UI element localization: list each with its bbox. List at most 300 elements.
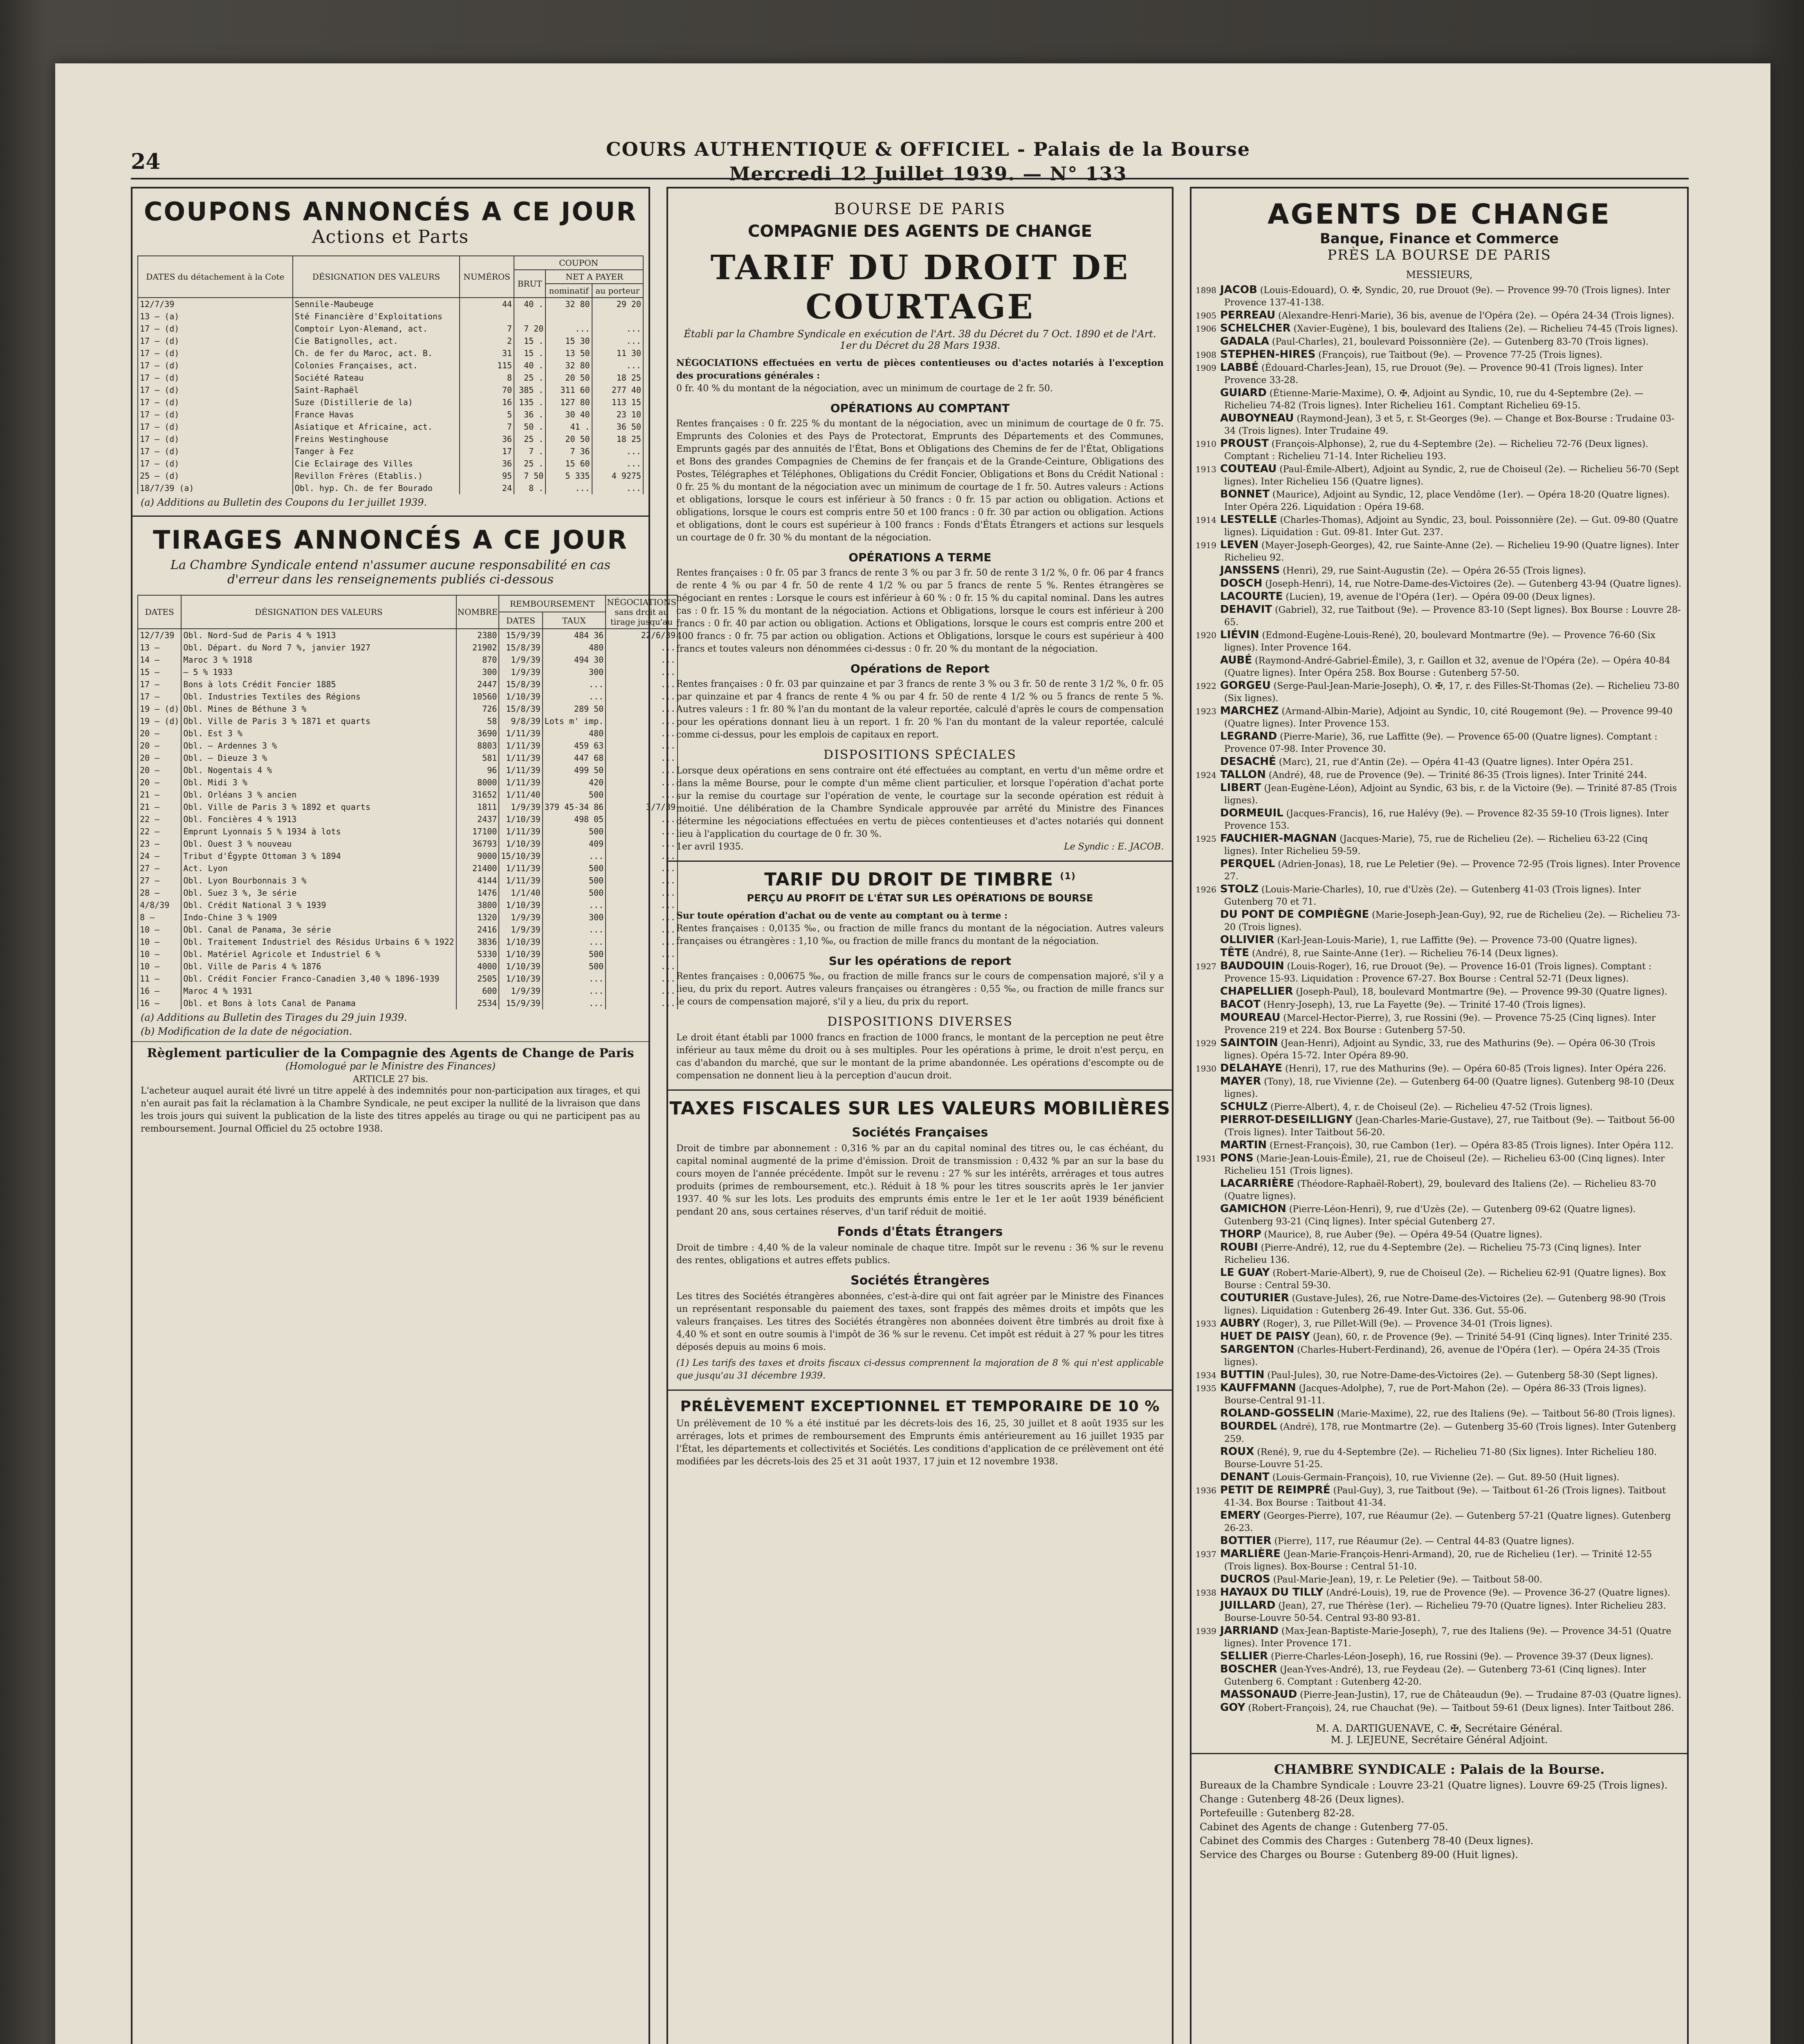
tirages-row [138,752,678,764]
agent-entry [1196,1548,1681,1573]
agent-entry [1196,1420,1681,1446]
agents-list [1191,284,1687,1715]
agent-name: CHAPELLIER [1220,985,1293,997]
coupons-cell: 50 . [514,421,545,433]
agent-details: (André), 8, rue Sainte-Anne (1er). — Richelieu 76-14 (Deux lignes). [1249,948,1558,959]
agent-name: BOTTIER [1220,1535,1272,1547]
agent-entry [1196,1382,1681,1407]
agent-name: BOSCHER [1220,1663,1277,1675]
agent-name: JUILLARD [1220,1599,1276,1611]
tirages-row [138,985,678,997]
tirages-cell: ... [606,776,678,789]
agent-details: (Ernest-François), 30, rue Cambon (1er). — Opéra 83-85 (Trois lignes). Inter Opéra 112. [1267,1141,1674,1151]
tirages-cell: ... [543,850,606,862]
agent-name: DU PONT DE COMPIÈGNE [1220,908,1369,921]
coupons-row [138,298,643,310]
tirages-col-remb-dates: DATES [499,612,542,629]
agent-entry [1196,1663,1681,1688]
tirages-cell: Obl. Mines de Béthune 3 % [181,703,456,715]
coupons-cell: 18 25 [592,372,643,384]
tirages-cell: 9/8/39 [499,715,542,727]
agent-name: HAYAUX DU TILLY [1220,1586,1324,1598]
coupons-cell: 13 50 [545,347,592,359]
tirages-cell: 4000 [456,960,499,973]
agent-entry [1196,1369,1681,1382]
agent-name: LIBERT [1220,782,1261,794]
tirages-cell: 20 — [138,740,181,752]
tirages-cell: 1/10/39 [499,960,542,973]
coupons-cell: 32 80 [545,298,592,310]
agent-entry [1196,1586,1681,1599]
agent-details: (Paul-Émile-Albert), Adjoint au Syndic, 2, rue de Choiseul (2e). — Richelieu 56-70 (Sept lignes). Inter Richelieu 156 (Quatre lignes). [1224,464,1679,487]
tirages-row [138,813,678,825]
tirages-cell: 500 [543,862,606,874]
etr-title: Sociétés Étrangères [850,1273,990,1288]
tirages-cell: Obl. Canal de Panama, 3e série [181,923,456,936]
agent-details: (Xavier-Eugène), 1 bis, boulevard des Italiens (2e). — Richelieu 74-45 (Trois lignes). [1290,324,1678,334]
agent-details: (Jean-Yves-André), 13, rue Feydeau (2e). — Gutenberg 73-61 (Cinq lignes). Inter Gutenberg 6. Comptant : Gutenberg 42-20. [1224,1665,1646,1687]
agent-details: (Louis-Germain-François), 10, rue Vivienne (2e). — Gut. 89-50 (Huit lignes). [1269,1472,1620,1483]
tirages-cell: ... [606,948,678,960]
tirages-footnote-a: (a) Additions au Bulletin des Tirages du 29 juin 1939. [141,1012,407,1023]
tirages-cell: ... [606,666,678,678]
agent-entry [1196,730,1681,755]
agent-entry [1196,654,1681,679]
agent-details: (Adrien-Jonas), 18, rue Le Peletier (9e). — Provence 72-95 (Trois lignes). Inter Provence 27. [1224,859,1681,882]
tirages-cell: 10 — [138,936,181,948]
agent-name: THORP [1220,1228,1261,1240]
agent-details: (Jean), 60, r. de Provence (9e). — Trinité 54-91 (Cinq lignes). Inter Trinité 235. [1310,1332,1673,1342]
agent-details: (André-Louis), 19, rue de Provence (9e). — Provence 36-27 (Quatre lignes). [1323,1588,1670,1598]
tirages-cell: 1/9/39 [499,985,542,997]
coupons-cell [545,310,592,323]
tirages-cell: 21902 [456,641,499,654]
coupons-cell: 36 50 [592,421,643,433]
tirages-cell: ... [606,813,678,825]
tirages-cell: 500 [543,789,606,801]
tirages-row [138,997,678,1009]
timbre-subtitle: PERÇU AU PROFIT DE L'ÉTAT SUR LES OPÉRATIONS DE BOURSE [747,892,1093,904]
tirages-cell: 581 [456,752,499,764]
timbre-title: TARIF DU DROIT DE TIMBRE [764,869,1054,890]
agent-name: MASSONAUD [1220,1688,1297,1701]
agent-entry [1196,1446,1681,1471]
coupons-cell: ... [592,445,643,457]
coupons-row [138,433,643,445]
agent-details: (Pierre), 117, rue Réaumur (2e). — Central 44-83 (Quatre lignes). [1271,1536,1575,1546]
tirages-cell: 1/10/39 [499,690,542,703]
tirages-row [138,850,678,862]
tirages-row [138,825,678,838]
agent-entry [1196,679,1681,705]
tirages-row [138,911,678,923]
tirages-cell: 300 [543,666,606,678]
agent-year: 1933 [1196,1319,1216,1329]
tirages-cell: Obl. Traitement Industriel des Résidus Urbains 6 % 1922 [181,936,456,948]
coupons-cell: 17 — (d) [138,421,293,433]
agent-entry [1196,1114,1681,1139]
agent-year: 1938 [1196,1588,1216,1598]
tirages-cell: 3/7/39 [606,801,678,813]
coupons-row [138,323,643,335]
agent-year: 1923 [1196,706,1216,716]
agent-entry [1196,1177,1681,1203]
agent-name: PERQUEL [1220,858,1275,870]
agent-entry [1196,1471,1681,1484]
tirages-cell: 3690 [456,727,499,740]
tirages-cell: ... [606,850,678,862]
tirages-cell: 16 — [138,997,181,1009]
comptant-title: OPÉRATIONS AU COMPTANT [830,401,1010,415]
agent-details: (Raymond-André-Gabriel-Émile), 3, r. Gaillon et 32, avenue de l'Opéra (2e). — Opéra 40-84 (Quatre lignes). Inter Opéra 258. Box Bourse : Gutenberg 57-50. [1224,656,1670,678]
coupons-cell: 12/7/39 [138,298,293,310]
coupons-row [138,384,643,396]
courtage-separator [668,861,1172,862]
agent-details: (Serge-Paul-Jean-Marie-Joseph), O. ✠, 17, r. des Filles-St-Thomas (2e). — Richelieu 73-80 (Six lignes). [1224,681,1679,704]
tirages-cell: 21400 [456,862,499,874]
coupons-cell: Cie Batignolles, act. [293,335,460,347]
tirages-cell: Obl. Est 3 % [181,727,456,740]
agent-name: BONNET [1220,488,1270,500]
tirages-cell: 17100 [456,825,499,838]
tirages-cell: Obl. Ville de Paris 3 % 1892 et quarts [181,801,456,813]
tirages-cell: 1/11/39 [499,825,542,838]
tirages-cell: ... [606,985,678,997]
agent-name: ROLAND-GOSSELIN [1220,1407,1334,1419]
tirages-cell: 498 05 [543,813,606,825]
tirages-cell: ... [606,703,678,715]
tirages-row [138,690,678,703]
tirages-cell: Indo-Chine 3 % 1909 [181,911,456,923]
agent-entry [1196,934,1681,947]
tirages-cell: 15/8/39 [499,678,542,690]
tirages-cell: 1/11/39 [499,862,542,874]
coupons-cell: ... [592,457,643,470]
coupons-row [138,396,643,408]
tirages-cell: ... [543,997,606,1009]
agent-entry [1196,755,1681,769]
agent-name: LEVEN [1220,539,1259,551]
coupons-col-brut: BRUT [514,270,545,298]
agent-name: GOY [1220,1701,1245,1714]
tirages-cell: 8000 [456,776,499,789]
coupons-cell: 8 [460,372,514,384]
agent-details: (Alexandre-Henri-Marie), 36 bis, avenue de l'Opéra (2e). — Opéra 24-34 (Trois lignes). [1275,311,1674,321]
tirages-cell: Obl. Midi 3 % [181,776,456,789]
tirages-cell: 19 — (d) [138,703,181,715]
tirages-cell: 1/9/39 [499,666,542,678]
tirages-cell: 12/7/39 [138,629,181,641]
terme-title: OPÉRATIONS A TERME [848,551,992,564]
agent-name: TÊTE [1220,947,1249,959]
tirages-col-remboursement: REMBOURSEMENT [499,595,606,612]
coupons-title: COUPONS ANNONCÉS A CE JOUR [144,197,637,226]
reglement-rule [132,1041,648,1042]
tirages-cell: 23 — [138,838,181,850]
agent-name: ROUBI [1220,1241,1258,1253]
chambre-line: Service des Charges ou Bourse : Gutenberg 89-00 (Huit lignes). [1200,1849,1518,1860]
agent-name: LEGRAND [1220,730,1277,742]
tirages-cell: ... [606,899,678,911]
tirages-cell: 15/10/39 [499,850,542,862]
coupons-cell: 18/7/39 (a) [138,482,293,494]
bourse-de-paris: BOURSE DE PARIS [834,200,1006,218]
tirages-cell: 726 [456,703,499,715]
agent-name: FAUCHIER-MAGNAN [1220,832,1337,845]
tirages-cell: ... [606,874,678,887]
timbre-line1: Sur toute opération d'achat ou de vente au comptant ou à terme : [676,910,1008,921]
tirages-cell: 1/11/39 [499,764,542,776]
agent-entry [1196,1037,1681,1062]
coupons-cell: 25 . [514,457,545,470]
etat-title: Fonds d'États Étrangers [837,1225,1003,1239]
coupons-cell: Tanger à Fez [293,445,460,457]
coupons-cell: 7 20 [514,323,545,335]
tirages-cell: 15/8/39 [499,703,542,715]
agent-entry [1196,1100,1681,1114]
agent-year: 1936 [1196,1486,1216,1495]
agent-details: (Pierre-Charles-Léon-Joseph), 16, rue Rossini (9e). — Provence 39-37 (Deux lignes). [1268,1652,1654,1662]
tirages-cell: 500 [543,948,606,960]
coupons-cell: Sennile-Maubeuge [293,298,460,310]
tirages-cell: 1/11/40 [499,789,542,801]
agent-entry [1196,1573,1681,1586]
tirages-row [138,654,678,666]
tirages-col-nombre: NOMBRE [456,595,499,629]
agent-entry [1196,1011,1681,1037]
agent-entry [1196,577,1681,590]
tirages-col-dates: DATES [138,595,181,629]
tirages-cell: Obl. Crédit Foncier Franco-Canadien 3,40 % 1896-1939 [181,973,456,985]
agent-entry [1196,564,1681,577]
agents-title: AGENTS DE CHANGE [1267,198,1611,231]
header-date: Mercredi 12 Juillet 1939. — N° 133 [729,163,1127,185]
taxes-title: TAXES FISCALES SUR LES VALEURS MOBILIÈRES [669,1098,1171,1119]
coupons-footnote: (a) Additions au Bulletin des Coupons du 1er juillet 1939. [141,497,427,508]
tirages-cell: 1/10/39 [499,973,542,985]
agents-messieurs: MESSIEURS, [1406,269,1473,280]
agent-entry [1196,832,1681,858]
agent-entry [1196,590,1681,603]
tirages-row [138,629,678,641]
dispositions-date: 1er avril 1935. [676,842,744,852]
tirages-cell: 409 [543,838,606,850]
divers-title: DISPOSITIONS DIVERSES [827,1015,1013,1029]
agent-details: (Marc), 21, rue d'Antin (2e). — Opéra 41-43 (Quatre lignes). Inter Opéra 251. [1276,757,1633,767]
tirages-cell: 9000 [456,850,499,862]
tirages-cell: 20 — [138,752,181,764]
agent-name: DESACHÉ [1220,755,1276,768]
agent-entry [1196,437,1681,463]
agent-year: 1930 [1196,1064,1216,1074]
tirages-cell: 20 — [138,764,181,776]
agent-entry [1196,629,1681,654]
tirages-cell: 870 [456,654,499,666]
coupons-cell: Ch. de fer du Maroc, act. B. [293,347,460,359]
tirages-cell: Obl. Ouest 3 % nouveau [181,838,456,850]
agent-details: (Marie-Maxime), 22, rue des Italiens (9e). — Taitbout 56-80 (Trois lignes). [1334,1409,1676,1419]
tirages-cell: ... [543,923,606,936]
tirages-cell: 420 [543,776,606,789]
agent-entry [1196,998,1681,1011]
tirages-cell: 480 [543,641,606,654]
agent-details: (Henri), 17, rue des Mathurins (9e). — Opéra 60-85 (Trois lignes). Inter Opéra 226. [1282,1064,1666,1074]
tirages-cell: 1/9/39 [499,911,542,923]
tirages-cell: 500 [543,874,606,887]
agent-details: (Jean-Henri), Adjoint au Syndic, 33, rue des Mathurins (9e). — Opéra 06-30 (Trois lignes). Opéra 15-72. Inter Opéra 89-90. [1224,1038,1656,1061]
agent-name: SARGENTON [1220,1343,1295,1356]
agent-name: LIÉVIN [1220,629,1259,641]
coupons-cell: 20 50 [545,433,592,445]
tirages-cell: 2416 [456,923,499,936]
coupons-col-net: NET A PAYER [545,270,643,284]
agent-year: 1935 [1196,1383,1216,1393]
tirages-cell: 1/11/39 [499,727,542,740]
agent-name: AUBRY [1220,1317,1260,1329]
coupons-cell: 17 — (d) [138,323,293,335]
tirages-note: La Chambre Syndicale entend n'assumer aucune responsabilité en cas d'erreur dans les renseignements publiés ci-dessous [171,558,610,587]
coupons-col-dates: DATES du détachement à la Cote [138,256,293,298]
tirages-cell: ... [606,764,678,776]
agent-name: LESTELLE [1220,513,1277,526]
tirages-cell: 480 [543,727,606,740]
agent-name: PONS [1220,1152,1254,1164]
agent-entry [1196,387,1681,412]
tirages-cell: ... [606,641,678,654]
agent-year: 1920 [1196,630,1216,640]
coupons-cell: 385 . [514,384,545,396]
agent-entry [1196,1599,1681,1625]
coupons-cell: Colonies Françaises, act. [293,359,460,372]
agent-name: AUBOYNEAU [1220,412,1294,424]
etr-text: Les titres des Sociétés étrangères abonnées, c'est-à-dire qui ont fait agréer par le Ministre des Finances un représentant responsable du paiement des taxes, sont frappés des mêmes droits et impôts que les valeurs françaises. Les titres des Sociétés étrangères non abonnées doivent être timbrés au droit fixe à 4,40 % et sont en outre soumis à l'impôt de 36 % sur le revenu. Cet impôt est réduit à 27 % pour les titres déposés depuis au moins 6 mois. [676,1291,1164,1352]
coupons-row [138,359,643,372]
tirages-cell: 8803 [456,740,499,752]
agent-details: (Karl-Jean-Louis-Marie), 1, rue Laffitte (9e). — Provence 73-00 (Quatre lignes). [1274,935,1638,946]
coupons-cell: ... [592,482,643,494]
tirages-cell: ... [606,911,678,923]
tirages-cell: ... [606,825,678,838]
agent-entry [1196,412,1681,437]
coupons-cell: 17 — (d) [138,433,293,445]
coupons-cell: 115 [460,359,514,372]
coupons-cell: 7 50 [514,470,545,482]
agent-name: MARCHEZ [1220,705,1279,717]
coupons-cell: 7 [460,323,514,335]
coupons-cell: 41 . [545,421,592,433]
dispositions-title: DISPOSITIONS SPÉCIALES [823,748,1016,762]
agent-details: (Henri), 29, rue Saint-Augustin (2e). — Opéra 26-55 (Trois lignes). [1280,566,1586,576]
tirages-row [138,801,678,813]
coupons-cell: 113 15 [592,396,643,408]
coupons-cell: 17 — (d) [138,396,293,408]
agent-details: (Tony), 18, rue Vivienne (2e). — Gutenberg 64-00 (Quatre lignes). Gutenberg 98-10 (Deux lignes). [1224,1077,1674,1099]
tirages-title: TIRAGES ANNONCÉS A CE JOUR [153,525,628,555]
agent-name: PROUST [1220,437,1269,450]
coupons-cell: 17 — (d) [138,359,293,372]
chambre-line: Change : Gutenberg 48-26 (Deux lignes). [1200,1793,1405,1805]
agent-name: LACARRIÈRE [1220,1177,1295,1190]
agent-name: STOLZ [1220,883,1259,895]
tirages-cell: ... [606,727,678,740]
agent-entry [1196,1292,1681,1317]
tirages-cell: ... [606,973,678,985]
tirages-cell: 499 50 [543,764,606,776]
tirages-cell: Obl. Nogentais 4 % [181,764,456,776]
agent-details: (Louis-Edouard), O. ✠, Syndic, 20, rue Drouot (9e). — Provence 99-70 (Trois lignes). Inter Provence 137-41-138. [1224,285,1670,308]
agent-name: SCHULZ [1220,1100,1268,1113]
tirages-cell: Obl. — Dieuze 3 % [181,752,456,764]
agent-details: (Jacques-Marie), 75, rue de Richelieu (2e). — Richelieu 63-22 (Cinq lignes). Inter Richelieu 59-59. [1224,834,1648,856]
agent-year: 1926 [1196,885,1216,894]
tirages-row [138,740,678,752]
agent-name: LABBÉ [1220,361,1259,374]
agent-entry [1196,1266,1681,1292]
coupons-cell: 44 [460,298,514,310]
tirages-row [138,715,678,727]
tirages-cell: ... [606,838,678,850]
agent-entry [1196,361,1681,387]
agent-year: 1925 [1196,834,1216,844]
coupons-row [138,372,643,384]
tirages-cell: ... [606,789,678,801]
header-rule [131,178,1689,179]
timbre-report-text: Rentes françaises : 0,00675 ‰, ou fraction de mille francs sur le cours de compensation majoré, s'il y a lieu, du prix du report. Autres valeurs françaises ou étrangères : 0,55 ‰, ou fraction de mille francs sur le cours de compensation majoré, s'il y a lieu, du prix du report. [676,971,1164,1007]
agent-details: (Gustave-Jules), 26, rue Notre-Dame-des-Victoires (2e). — Gutenberg 98-90 (Trois lignes). Liquidation : Gutenberg 26-49. Inter Gut. 336. Gut. 55-06. [1224,1293,1666,1316]
tirages-cell: 10 — [138,960,181,973]
agent-entry [1196,488,1681,513]
coupons-separator [132,515,648,517]
coupons-cell: 24 [460,482,514,494]
tirages-cell: 1/9/39 [499,801,542,813]
agent-name: OLLIVIER [1220,934,1274,946]
agent-details: (Max-Jean-Baptiste-Marie-Joseph), 7, rue des Italiens (9e). — Provence 34-51 (Quatre lignes). Inter Provence 171. [1224,1626,1672,1649]
tirages-cell: 1320 [456,911,499,923]
coupons-cell: 25 — (d) [138,470,293,482]
agent-details: (René), 9, rue du 4-Septembre (2e). — Richelieu 71-80 (Six lignes). Inter Richelieu 180. Bourse-Louvre 51-25. [1224,1447,1657,1470]
tirages-col-designation: DÉSIGNATION DES VALEURS [181,595,456,629]
coupons-cell: 15 . [514,335,545,347]
coupons-cell [460,310,514,323]
timbre-separator [668,1089,1172,1091]
agent-entry [1196,705,1681,730]
agent-entry [1196,1701,1681,1715]
page-number: 24 [131,149,161,174]
agent-name: TALLON [1220,769,1266,781]
chambre-line: Bureaux de la Chambre Syndicale : Louvre 23-21 (Quatre lignes). Louvre 69-25 (Trois lignes). [1200,1780,1668,1791]
syndic-signature: Le Syndic : E. JACOB. [1064,842,1164,852]
tirages-cell: Obl. Suez 3 %, 3e série [181,887,456,899]
agent-details: (André), 178, rue Montmartre (2e). — Gutenberg 35-60 (Trois lignes). Inter Gutenberg 259. [1224,1422,1676,1444]
tirages-cell: 459 63 [543,740,606,752]
coupons-row [138,470,643,482]
coupons-cell: 17 — (d) [138,445,293,457]
tirages-cell: 2505 [456,973,499,985]
agent-details: (Joseph-Henri), 14, rue Notre-Dame-des-Victoires (2e). — Gutenberg 43-94 (Quatre lignes). [1262,579,1682,589]
coupons-cell [592,310,643,323]
tirages-cell: 1/10/39 [499,948,542,960]
agent-name: COUTEAU [1220,463,1277,475]
chambre-lines [1191,1780,1687,1860]
coupons-cell: 36 . [514,408,545,421]
agent-name: MARTIN [1220,1139,1267,1151]
coupons-subtitle: Actions et Parts [312,226,469,247]
agent-details: (Georges-Pierre), 107, rue Réaumur (2e). — Gutenberg 57-21 (Quatre lignes). Gutenberg 26-23. [1224,1511,1671,1533]
coupons-cell: 5 [460,408,514,421]
agent-entry [1196,1241,1681,1266]
tirages-cell: ... [606,887,678,899]
tirages-cell: 289 50 [543,703,606,715]
